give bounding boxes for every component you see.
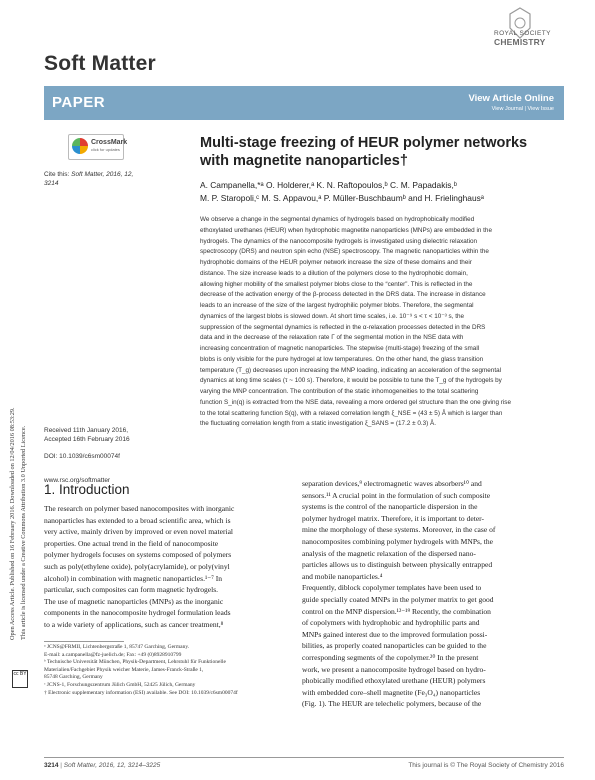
body-line: corresponding segments of the copolymer.²⁰ In the present xyxy=(302,652,479,662)
abstract-line: hydrophobic domains of the HEUR polymer network increase the size of these domains and their xyxy=(200,259,472,266)
copyright-notice: This journal is © The Royal Society of Chemistry 2016 xyxy=(408,762,564,769)
abstract-line: spectroscopy (DRS) and neutron spin echo (NSE) spectroscopy. The magnetic nanoparticles within the xyxy=(200,248,489,256)
cc-license-icon[interactable]: cc BY xyxy=(12,670,28,688)
crossmark-button[interactable] xyxy=(68,134,128,160)
body-line: analysis of the magnetic relaxation of the dispersed nano- xyxy=(302,548,476,558)
body-line: work, we present a nanocomposite hydrogel based on hydro- xyxy=(302,664,486,674)
body-line: polymer hydrogels focuses on systems composed of polymers xyxy=(44,550,232,560)
body-line: sensors.¹¹ A crucial point in the formulation of such composite xyxy=(302,490,491,500)
footnote-line: 85748 Garching, Germany xyxy=(44,674,103,681)
abstract-line: hydrogels. The dynamics of the nanocomposite hydrogels is investigated using dielectric relaxation xyxy=(200,237,478,245)
authors-line-2: M. P. Staropoli,ᶜ M. S. Appavou,ᵃ P. Müller-Buschbaumᵇ and H. Frielinghausᵃ xyxy=(200,193,484,203)
footnote-divider xyxy=(44,641,124,642)
title-line-1: Multi-stage freezing of HEUR polymer networks xyxy=(200,135,528,151)
journal-url[interactable]: www.rsc.org/softmatter xyxy=(44,477,111,484)
body-line: nanoparticles has extended to a broad scientific area, which is xyxy=(44,515,231,525)
article-title xyxy=(200,134,540,170)
body-line: components in the nanocomposite hydrogel formulation leads xyxy=(44,608,231,618)
cite-this xyxy=(44,170,134,188)
abstract-line: data and in the decrease of the relaxation rate Γ of the segmental motion in the NSE data with xyxy=(200,334,464,342)
body-line: systems is the control of the nanoparticle dispersion in the xyxy=(302,502,478,512)
abstract-line: increasing concentration of magnetic nanoparticles. The stepwise (multi-stage) freezing of the small xyxy=(200,345,480,352)
body-column-1 xyxy=(44,503,289,631)
body-line: alcohol) in combination with magnetic nanoparticles.¹⁻⁷ In xyxy=(44,573,223,583)
crossmark-icon xyxy=(72,138,88,154)
abstract-line: suppression of the segmental dynamics is reflected in the α-relaxation processes detected in the DRS xyxy=(200,323,486,331)
side-notes xyxy=(2,150,42,640)
rsc-line-3: CHEMISTRY xyxy=(494,37,546,47)
body-column-2 xyxy=(302,478,554,710)
title-line-2: with magnetite nanoparticles† xyxy=(200,153,408,169)
open-access-note: Open Access Article. Published on 16 February 2016. Downloaded on 12/04/2016 08:53:29. xyxy=(9,407,16,640)
abstract-line: dynamics of the largest blobs is slowed down. At short time scales, i.e. 10⁻⁹ s < τ < 10⁻³ s, the xyxy=(200,312,465,320)
abstract-line: temperature (T_g) decreases upon increasing the MNP loading, indicating an acceleration of the segmental xyxy=(200,366,502,374)
abstract-line: leads to an increase of the size of the largest hydrophilic polymer blobs. Therefore, the segmental xyxy=(200,302,474,309)
abstract-line: varying the MNP concentration. The contribution of the static inhomogeneities to the total scattering xyxy=(200,388,479,395)
section-heading: 1. Introduction xyxy=(44,482,130,497)
body-line: properties. One actual trend in the field of nanocomposite xyxy=(44,538,219,548)
article-type: PAPER xyxy=(52,94,106,111)
footnote-line: E-mail: a.campanella@fz-juelich.de; Fax: +49 (0)8928910799 xyxy=(44,651,182,658)
body-line: separation devices,⁹ electromagnetic waves absorbers¹⁰ and xyxy=(302,479,482,488)
body-line: MNPs gained interest due to the improved formulation possi- xyxy=(302,629,488,639)
footnote-line: Materialien/Fachgebiet Physik weicher Materie, James-Franck-Straße 1, xyxy=(44,666,204,673)
abstract-line: decrease of the activation energy of the β-process detected in the DRS data. The increase in distance xyxy=(200,291,486,299)
footnote-line: ᵃ JCNS@FRMII, Lichtenbergstraße 1, 85747 Garching, Germany. xyxy=(44,644,190,650)
footer-divider xyxy=(44,757,564,758)
body-line: Frequently, diblock copolymer templates have been used to xyxy=(302,583,482,593)
crossmark-sub: click for updates xyxy=(91,147,120,152)
cite-label: Cite this: xyxy=(44,171,70,178)
abstract xyxy=(200,215,556,430)
body-line: particles allows us to distinguish between physically entrapped xyxy=(302,560,493,570)
abstract-line: to the total scattering function S(q), with a relaxed correlation length ξ_NSE = (43 ± 5) Å which is larger than xyxy=(200,409,503,417)
received-date: Received 11th January 2016, xyxy=(44,427,129,434)
body-line: (Fig. 1). The HEUR are telechelic polymers, because of the xyxy=(302,699,482,709)
body-line: mine the morphology of these systems. Moreover, in the case of xyxy=(302,525,496,535)
view-article-online-link[interactable]: View Article Online xyxy=(468,93,554,104)
body-line: to a wide variety of applications, such as cancer treatment,⁸ xyxy=(44,619,224,629)
abstract-line: distance. The size increase leads to a dilution of the polymers close to the hydrophobic domain, xyxy=(200,269,468,277)
abstract-line: function S_in(q) is extracted from the NSE data, revealing a more ordered gel structure than the one giving rise xyxy=(200,398,512,406)
accepted-date: Accepted 16th February 2016 xyxy=(44,436,130,443)
body-line: very active, mainly driven by improved or even novel material xyxy=(44,527,234,537)
abstract-line: dynamics at long time scales (τ ~ 100 s). Therefore, it would be possible to tune the T_g of the hydrogels by xyxy=(200,377,502,385)
abstract-line: the fluctuating correlation length from a static investigation ξ_SANS = (17.2 ± 0.3) Å. xyxy=(200,420,437,428)
article-type-banner xyxy=(44,86,564,120)
body-line: such as poly(ethylene oxide), poly(acrylamide), or poly(vinyl xyxy=(44,561,230,571)
body-line: with embedded core–shell magnetite (Fe₃O₄) nanoparticles xyxy=(302,687,481,697)
author-list xyxy=(200,179,560,205)
body-line: control on the MNP dispersion.¹²⁻¹⁹ Recently, the combination xyxy=(302,606,491,616)
body-line: particular, such composites can form magnetic hydrogels. xyxy=(44,585,219,595)
journal-reference: Soft Matter, 2016, 12, 3214–3225 xyxy=(63,762,161,769)
abstract-line: blobs is only visible for the pure hydrogel at low temperatures. On the other hand, the glass transition xyxy=(200,355,484,363)
authors-line-1: A. Campanella,*ᵃ O. Holderer,ᵃ K. N. Raftopoulos,ᵇ C. M. Papadakis,ᵇ xyxy=(200,180,457,190)
footnotes xyxy=(44,644,294,697)
abstract-line: ethoxylated urethanes (HEUR) when hydrophobic magnetite nanoparticles (MNPs) are embedded in the xyxy=(200,226,492,234)
doi[interactable]: DOI: 10.1039/c6sm00074f xyxy=(44,453,120,460)
body-line: of copolymers with hydrophobic and hydrophilic parts and xyxy=(302,618,480,628)
abstract-line: We observe a change in the segmental dynamics of hydrogels based on hydrophobically modified xyxy=(200,216,475,223)
rsc-line-1: ROYAL SOCIETY xyxy=(494,30,551,37)
body-line: bilities, as properly coated nanoparticles can be guided to the xyxy=(302,641,487,651)
license-note[interactable]: This article is licensed under a Creative Commons Attribution 3.0 Unported Licence. xyxy=(20,425,27,640)
rsc-logo xyxy=(468,6,562,52)
journal-name: Soft Matter xyxy=(44,52,156,75)
footnote-line: † Electronic supplementary information (ESI) available. See DOI: 10.1039/c6sm00074f xyxy=(44,689,238,696)
page-footer-left: 3214 | Soft Matter, 2016, 12, 3214–3225 xyxy=(44,762,161,769)
crossmark-label: CrossMark xyxy=(91,139,128,146)
view-journal-issue-links[interactable]: View Journal | View Issue xyxy=(491,106,554,112)
page-number: 3214 xyxy=(44,762,59,769)
body-line: The use of magnetic nanoparticles (MNPs) as the inorganic xyxy=(44,596,224,606)
footnote-line: ᶜ JCNS-1, Forschungszentrum Jülich GmbH, 52425 Jülich, Germany xyxy=(44,681,196,688)
body-line: guide specially coated MNPs in the polymer matrix to get good xyxy=(302,594,494,604)
footnote-line: ᵇ Technische Universität München, Physik-Department, Lehrstuhl für Funktionelle xyxy=(44,659,226,666)
body-line: nanocomposites combining polymer hydrogels with MNPs, the xyxy=(302,536,493,546)
body-line: polymer hydrogel matrix. Therefore, it is important to deter- xyxy=(302,513,485,523)
body-line: and mobile nanoparticles.⁴ xyxy=(302,571,383,581)
abstract-line: allowing higher mobility of the smallest polymer blobs close to the “center”. This is reflected in the xyxy=(200,280,473,288)
body-line: The research on polymer based nanocomposites with inorganic xyxy=(44,504,235,513)
body-line: phobically modified ethoxylated urethane (HEUR) polymers xyxy=(302,676,486,686)
cite-value: Soft Matter, 2016, 12, 3214 xyxy=(44,171,134,187)
